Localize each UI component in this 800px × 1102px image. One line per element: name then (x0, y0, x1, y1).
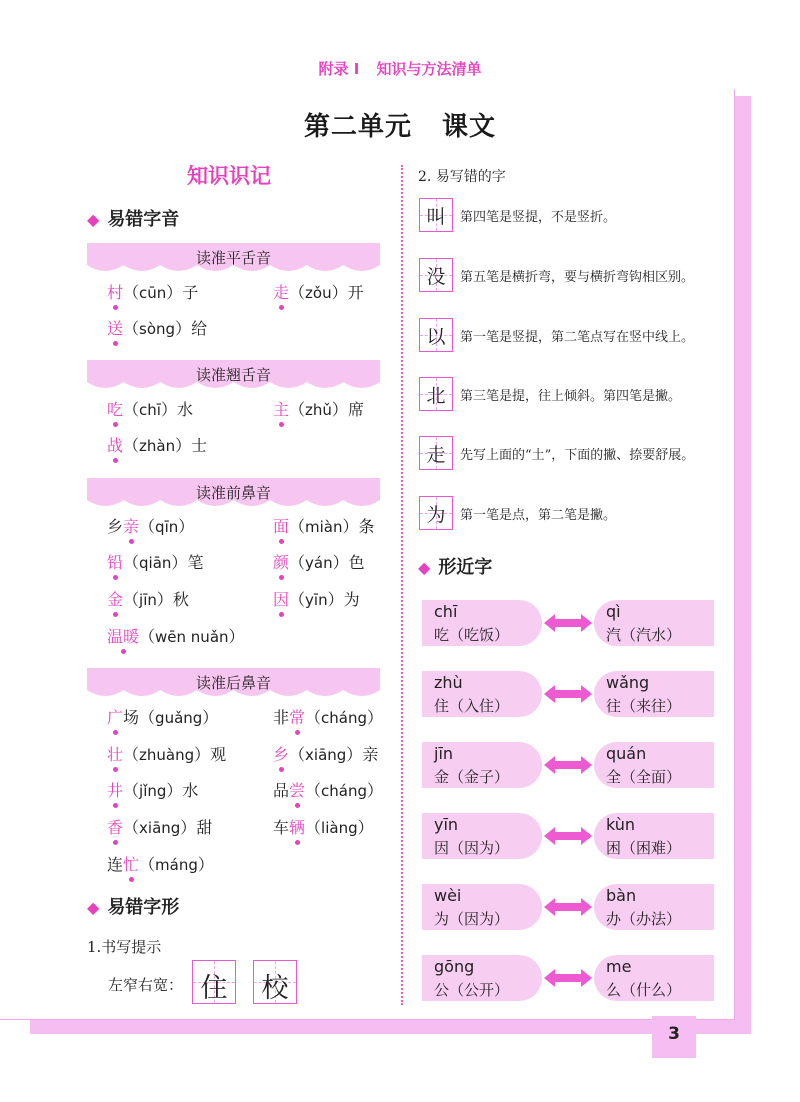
paren-open: （ (289, 590, 306, 609)
word-char: 水 (176, 400, 193, 419)
appendix-title: 知识与方法清单 (376, 60, 482, 78)
pinyin: zhuàng (139, 746, 195, 764)
pinyin: máng (155, 856, 198, 874)
paren-close: ） (194, 745, 211, 764)
pron-heading (87, 205, 179, 231)
stroke-char-box (419, 198, 453, 232)
word-item (107, 587, 189, 610)
wavy-banner (87, 478, 380, 508)
word-char: 甜 (196, 818, 213, 837)
word: 办（办法） (606, 910, 682, 928)
word: 往（来往） (606, 697, 682, 715)
word-char: 席 (347, 400, 364, 419)
similar-left-card (422, 600, 542, 646)
paren-close: ） (332, 553, 349, 572)
page-number: 3 (668, 1024, 680, 1044)
paren-open: （ (305, 708, 322, 727)
writing-char: 校 (261, 973, 289, 1004)
stroke-char-box (419, 377, 453, 411)
paren-open: （ (305, 781, 322, 800)
highlight-char: 乡 (273, 745, 290, 764)
unit-title (0, 106, 800, 143)
unit-type: 课文 (442, 112, 497, 142)
stroke-char-box (419, 318, 453, 352)
word-item (273, 778, 383, 801)
pinyin: bàn (606, 886, 637, 905)
word: 吃（吃饭） (434, 626, 510, 644)
highlight-char: 壮 (107, 745, 124, 764)
highlight-char: 因 (273, 590, 290, 609)
word-item (273, 742, 378, 765)
highlight-char: 铅 (107, 553, 124, 572)
pinyin: cháng (321, 782, 368, 800)
highlight-char: 主 (273, 400, 290, 419)
word-char: 乡 (107, 517, 124, 536)
highlight-char: 金 (107, 590, 124, 609)
word-item (107, 852, 214, 875)
paren-close: ） (357, 818, 374, 837)
paren-close: ） (202, 708, 219, 727)
paren-open: （ (123, 590, 140, 609)
paren-open: （ (289, 400, 306, 419)
wavy-banner (87, 668, 380, 698)
word-item (107, 550, 203, 573)
pinyin: guǎng (155, 709, 203, 727)
word-char: 士 (191, 436, 208, 455)
word-char: 品 (273, 781, 290, 800)
word-char: 色 (348, 553, 365, 572)
double-arrow-icon (544, 613, 592, 633)
highlight-char: 吃 (107, 400, 124, 419)
word: 公（公开） (434, 981, 510, 999)
paren-open: （ (123, 283, 140, 302)
word: 么（什么） (606, 981, 682, 999)
paren-open: （ (123, 781, 140, 800)
similar-left-card (422, 813, 542, 859)
similar-left-card (422, 884, 542, 930)
double-arrow-icon (544, 755, 592, 775)
highlight-char: 走 (273, 283, 290, 302)
double-arrow (544, 897, 592, 917)
banner-title: 读准后鼻音 (195, 674, 271, 692)
similar-left-card (422, 955, 542, 1001)
word-item (107, 433, 207, 456)
pinyin: qīn (155, 518, 179, 536)
highlight-char: 亲 (123, 517, 140, 536)
similar-right-card (594, 742, 714, 788)
paren-open: （ (139, 627, 156, 646)
pinyin: yán (305, 554, 333, 572)
paren-close: ） (197, 855, 214, 874)
word: 因（因为） (434, 839, 510, 857)
word-item (273, 815, 374, 838)
wavy-banner (87, 243, 380, 273)
pinyin: liàng (321, 819, 358, 837)
word-item (107, 742, 226, 765)
pinyin: sòng (139, 320, 176, 338)
word: 住（入住） (434, 697, 510, 715)
double-arrow-icon (544, 684, 592, 704)
paren-open: （ (305, 818, 322, 837)
double-arrow (544, 968, 592, 988)
highlight-char: 送 (107, 319, 124, 338)
paren-close: ） (171, 553, 188, 572)
diamond-icon: ◆ (87, 210, 100, 229)
word-item (273, 587, 360, 610)
stroke-char: 为 (426, 504, 446, 526)
word-item (273, 550, 365, 573)
word-char: 给 (191, 319, 208, 338)
word: 全（全面） (606, 768, 682, 786)
pinyin: cūn (139, 284, 167, 302)
highlight-char: 香 (107, 818, 124, 837)
double-arrow-icon (544, 897, 592, 917)
pinyin: jīn (434, 744, 454, 763)
highlight-char: 村 (107, 283, 124, 302)
stroke-char: 走 (426, 444, 446, 466)
paren-close: ） (346, 745, 363, 764)
paren-close: ） (160, 400, 177, 419)
paren-open: （ (123, 553, 140, 572)
similar-right-card (594, 955, 714, 1001)
paren-close: ） (331, 283, 348, 302)
word-item (107, 280, 198, 303)
word-item (107, 778, 198, 801)
stroke-note: 先写上面的“土”，下面的撇、捺要舒展。 (460, 448, 695, 463)
stroke-char-box (419, 436, 453, 470)
double-arrow (544, 613, 592, 633)
paren-close: ） (166, 781, 183, 800)
word-char: 亲 (362, 745, 379, 764)
paren-close: ） (367, 781, 384, 800)
word-char: 开 (347, 283, 364, 302)
highlight-char: 温暖 (107, 627, 140, 646)
wavy-banner (87, 360, 380, 390)
appendix-header (0, 58, 800, 79)
pinyin: xiāng (305, 746, 347, 764)
paren-open: （ (139, 708, 156, 727)
word-char: 连 (107, 855, 124, 874)
highlight-char: 面 (273, 517, 290, 536)
paren-close: ） (180, 818, 197, 837)
pron-heading-label: 易错字音 (107, 209, 180, 230)
pinyin: yīn (305, 591, 328, 609)
stroke-char-box (419, 258, 453, 292)
stroke-char: 以 (426, 326, 446, 348)
double-arrow (544, 826, 592, 846)
stroke-char: 叫 (426, 206, 446, 228)
pinyin: chī (139, 401, 161, 419)
highlight-char: 颜 (273, 553, 290, 572)
paren-close: ） (327, 590, 344, 609)
pinyin: cháng (321, 709, 368, 727)
paren-close: ） (156, 590, 173, 609)
word: 汽（汽水） (606, 626, 682, 644)
word-char: 笔 (187, 553, 204, 572)
pinyin: qì (606, 602, 621, 621)
stroke-note: 第三笔是提，往上倾斜。第四笔是撇。 (460, 389, 682, 404)
paren-open: （ (289, 517, 306, 536)
paren-close: ） (331, 400, 348, 419)
pinyin: qiān (139, 554, 172, 572)
stroke-note: 第五笔是横折弯，要与横折弯钩相区别。 (460, 270, 695, 285)
word-item (273, 705, 383, 728)
banner-title: 读准平舌音 (195, 249, 271, 267)
word-item (273, 280, 364, 303)
paren-open: （ (139, 855, 156, 874)
similar-right-card (594, 671, 714, 717)
pinyin: zǒu (305, 284, 332, 302)
highlight-char: 常 (289, 708, 306, 727)
paren-open: （ (123, 818, 140, 837)
pinyin: zhǔ (305, 401, 332, 419)
shape-heading (87, 893, 179, 919)
stroke-note: 第一笔是点，第二笔是撇。 (460, 508, 617, 523)
double-arrow (544, 755, 592, 775)
highlight-char: 忙 (123, 855, 140, 874)
pinyin: me (606, 957, 632, 976)
word-item (107, 815, 212, 838)
paren-open: （ (123, 319, 140, 338)
stroke-char-box (419, 496, 453, 530)
pinyin: zhù (434, 673, 463, 692)
word-char: 车 (273, 818, 290, 837)
similar-left-card (422, 671, 542, 717)
column-divider (401, 165, 403, 1005)
paren-open: （ (123, 436, 140, 455)
similar-heading (418, 553, 492, 579)
highlight-char: 广 (107, 708, 124, 727)
highlight-char: 尝 (289, 781, 306, 800)
similar-left-card (422, 742, 542, 788)
similar-right-card (594, 884, 714, 930)
pinyin: miàn (305, 518, 343, 536)
pinyin: quán (606, 744, 647, 763)
stroke-note: 第一笔是竖提，第二笔点写在竖中线上。 (460, 330, 695, 345)
pinyin: xiāng (139, 819, 181, 837)
unit-name: 第二单元 (303, 112, 412, 142)
paren-close: ） (367, 708, 384, 727)
stroke-label: 2. 易写错的字 (418, 169, 506, 185)
writing-label: 1.书写提示 (87, 938, 162, 956)
shape-heading-label: 易错字形 (107, 897, 180, 918)
word-item (273, 397, 364, 420)
word-item (107, 316, 207, 339)
word-char: 观 (210, 745, 227, 764)
paren-open: （ (289, 745, 306, 764)
double-arrow (544, 684, 592, 704)
paren-close: ） (166, 283, 183, 302)
word-char: 子 (182, 283, 199, 302)
highlight-char: 战 (107, 436, 124, 455)
word-item (107, 705, 218, 728)
word: 金（金子） (434, 768, 510, 786)
word-item (107, 514, 194, 537)
stroke-char: 北 (426, 385, 446, 407)
word-char: 秋 (172, 590, 189, 609)
paren-open: （ (123, 400, 140, 419)
similar-right-card (594, 600, 714, 646)
writing-char-box (192, 960, 236, 1004)
paren-close: ） (342, 517, 359, 536)
pinyin: wēn nuǎn (155, 628, 229, 646)
pinyin: wèi (434, 886, 462, 905)
paren-close: ） (175, 319, 192, 338)
pinyin: kùn (606, 815, 636, 834)
word-char: 非 (273, 708, 290, 727)
paren-open: （ (123, 745, 140, 764)
paren-open: （ (289, 553, 306, 572)
double-arrow-icon (544, 968, 592, 988)
similar-right-card (594, 813, 714, 859)
pinyin: zhàn (139, 437, 176, 455)
similar-heading-label: 形近字 (438, 557, 493, 578)
paren-open: （ (139, 517, 156, 536)
banner-title: 读准翘舌音 (195, 366, 271, 384)
writing-char: 住 (200, 973, 228, 1004)
word-item (107, 397, 193, 420)
word-char: 水 (182, 781, 199, 800)
pinyin: yīn (434, 815, 459, 834)
paren-close: ） (175, 436, 192, 455)
word-char: 为 (343, 590, 360, 609)
pinyin: jǐng (139, 782, 167, 800)
paren-close: ） (178, 517, 195, 536)
paren-open: （ (289, 283, 306, 302)
highlight-char: 井 (107, 781, 124, 800)
writing-char-box (253, 960, 297, 1004)
section-title: 知识识记 (187, 164, 271, 188)
pinyin: wǎng (606, 673, 650, 692)
diamond-icon: ◆ (418, 558, 431, 577)
pinyin: gōng (434, 957, 475, 976)
double-arrow-icon (544, 826, 592, 846)
stroke-note: 第四笔是竖提，不是竖折。 (460, 210, 617, 225)
highlight-char: 辆 (289, 818, 306, 837)
writing-text: 左窄右宽： (108, 976, 184, 994)
banner-title: 读准前鼻音 (195, 484, 271, 502)
word: 困（困难） (606, 839, 682, 857)
paren-close: ） (228, 627, 245, 646)
pinyin: jīn (139, 591, 157, 609)
word-char: 场 (123, 708, 140, 727)
word-item (273, 514, 375, 537)
pinyin: chī (434, 602, 458, 621)
appendix-label: 附录 I (318, 60, 360, 78)
diamond-icon: ◆ (87, 898, 100, 917)
word: 为（因为） (434, 910, 510, 928)
word-char: 条 (358, 517, 375, 536)
word-item (107, 624, 245, 647)
stroke-char: 没 (426, 266, 446, 288)
